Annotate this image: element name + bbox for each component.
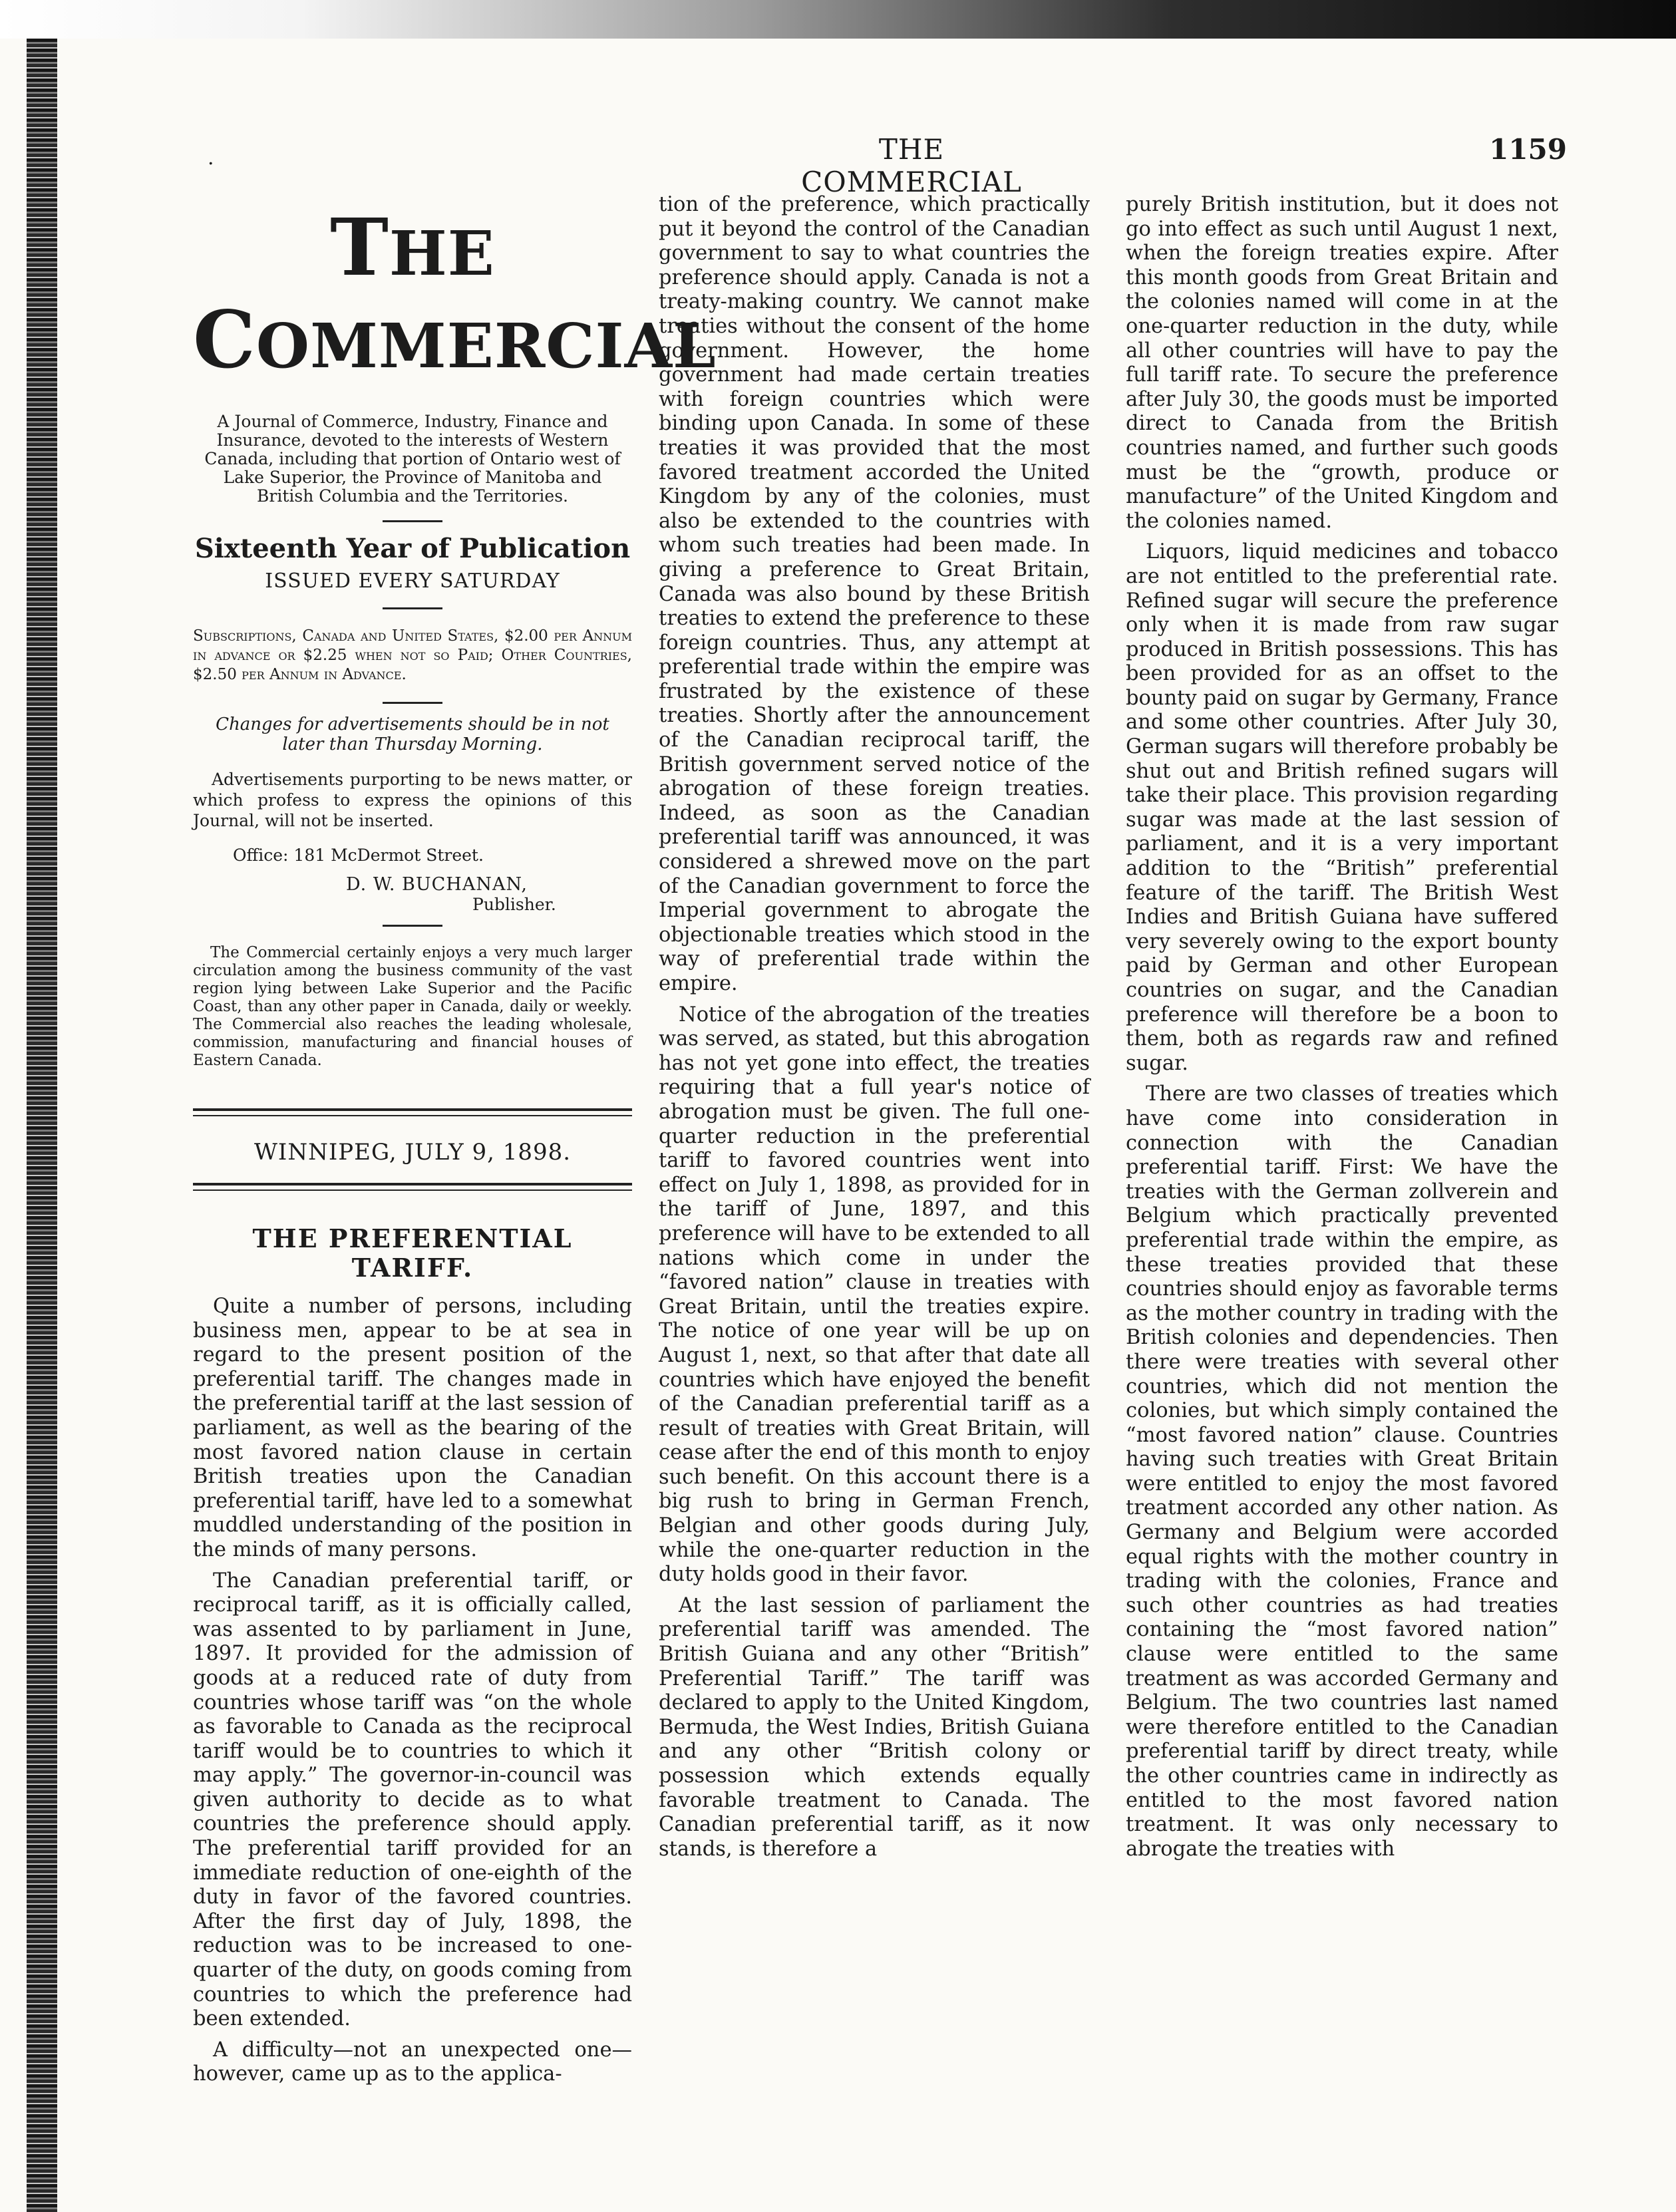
article-paragraph: The Canadian preferential tariff, or reciprocal tariff, as it is officially called, was assented to by parliament in June, 1897. It provided for the admission of goods at a reduced rate of duty from countries whose tariff was “on the whole as favorable to Canada as the reciprocal tariff would be to countries to which it may apply.” The governor-in-council was given authority to decide as to what countries the preference should apply. The preferential tariff provided for an immediate reduction of one-eighth of the duty in favor of the favored countries. After the first day of July, 1898, the reduction was to be increased to one-quarter of the duty, on goods coming from countries to which the preference had been extended. — [193, 1569, 632, 2031]
article-paragraph: A difficulty—not an unexpected one—however, came up as to the applica- — [193, 2038, 632, 2086]
changes-notice: Changes for advertisements should be in not later than Thursday Morning. — [216, 714, 609, 754]
advertisements-notice: Advertisements purporting to be news matter, or which profess to express the opinions of this Journal, will not be inserted. — [193, 770, 632, 830]
double-rule — [193, 1183, 632, 1191]
article-paragraph: At the last session of parliament the preferential tariff was amended. The British Guiana and any other “British” Preferential Tariff.” The tariff was declared to apply to the United Kingdom, Bermuda, the West Indies, British Guiana and any other “British colony or possession which extends equally favorable treatment to Canada. The Canadian preferential tariff, as it now stands, is therefore a — [659, 1593, 1090, 1861]
short-rule — [383, 702, 442, 704]
article-paragraph: tion of the preference, which practically put it beyond the control of the Canadian government to say to what countries the preference should apply. Canada is not a treaty-making country. We cannot make treaties without the consent of the home government. However, the home government had made certain treaties with foreign countries which were binding upon Canada. In some of these treaties it was provided that the most favored treatment accorded the United Kingdom by any of the colonies, must also be extended to the countries with whom such treaties had been made. In giving a preference to Great Britain, Canada was also bound by these British treaties to extend the preference to these foreign countries. Thus, any attempt at preferential trade within the empire was frustrated by the existence of these treaties. Shortly after the announcement of the Canadian reciprocal tariff, the British government served notice of the abrogation of these foreign treaties. Indeed, as soon as the Canadian preferential tariff was announced, it was considered a shrewed move on the part of the Canadian government to force the Imperial government to abrogate the objectionable treaties which stood in the way of preferential trade within the empire. — [659, 193, 1090, 995]
short-rule — [383, 925, 442, 927]
article-headline: THE PREFERENTIAL TARIFF. — [252, 1223, 573, 1283]
article-paragraph: Quite a number of persons, including business men, appear to be at sea in regard to the present position of the preferential tariff. The changes made in the preferential tariff at the last session of parliament, as well as the bearing of the most favored nation clause in certain British treaties upon the Canadian preferential tariff, have led to a somewhat muddled understanding of the position in the minds of many persons. — [193, 1295, 632, 1561]
article-paragraph: There are two classes of treaties which have come into consideration in connection with the Canadian preferential tariff. First: We have the treaties with the German zollverein and Belgium which practically prevented preferential trade within the empire, as these treaties provided that these countries should enjoy as favorable terms as the mother country in trading with the British colonies and dependencies. Then there were treaties with several other countries, which did not mention the colonies, but which simply contained the “most favored nation” clause. Countries having such treaties with Great Britain were entitled to enjoy the most favored treatment accorded any other nation. As Germany and Belgium were accorded equal rights with the mother country in trading with the colonies, France and such other countries as had treaties containing the “most favored nation” clause were entitled to the same treatment as was accorded Germany and Belgium. The two countries last named were therefore entitled to the Canadian preferential tariff by direct treaty, while the other countries came in indirectly as entitled to the most favored nation treatment. It was only necessary to abrogate the treaties with — [1126, 1082, 1558, 1861]
masthead-title: THE COMMERCIAL — [193, 201, 717, 386]
dateline: WINNIPEG, JULY 9, 1898. — [253, 1139, 572, 1166]
short-rule — [383, 520, 442, 522]
office-address: Office: 181 McDermot Street. — [233, 846, 484, 865]
publisher-name: D. W. BUCHANAN, — [346, 874, 528, 895]
page-top-edge — [0, 0, 1676, 39]
article-paragraph: Notice of the abrogation of the treaties was served, as stated, but this abrogation has not yet gone into effect, the treaties requiring that a full year's notice of abrogation must be given. The full one-quarter reduction in the preferential tariff to favored countries went into effect on July 1, 1898, as provided for in the tariff of June, 1897, and this preference will have to be extended to all nations which come in under the “favored nation” clause in treaties with Great Britain, until the treaties expire. The notice of one year will be up on August 1, next, so that after that date all countries which have enjoyed the benefit of the Canadian preferential tariff as a result of treaties with Great Britain, will cease after the end of this month to enjoy such benefit. On this account there is a big rush to bring in German French, Belgian and other goods during July, while the one-quarter reduction in the duty holds good in their favor. — [659, 1003, 1090, 1587]
journal-description: A Journal of Commerce, Industry, Finance and Insurance, devoted to the interests of Western Canada, including that portion of Ontario west of Lake Superior, the Province of Manitoba and British Columbia and the Territories. — [204, 412, 621, 506]
article-paragraph: Liquors, liquid medicines and tobacco are not entitled to the preferential rate. Refined sugar will secure the preference only when it is made from raw sugar produced in British possessions. This has been provided for as an offset to the bounty paid on sugar by Germany, France and some other countries. After July 30, German sugars will therefore probably be shut out and British refined sugars will take their place. This provision regarding sugar was made at the last session of parliament, and it is a very important addition to the “British” preferential feature of the tariff. The British West Indies and British Guiana have suffered very severely owing to the export bounty paid by German and other European countries on sugar, and the Canadian preference will therefore be a boon to them, both as regards raw and refined sugar. — [1126, 540, 1558, 1075]
double-rule — [193, 1108, 632, 1116]
page-number: 1159 — [1489, 133, 1567, 166]
page-binding-edge — [27, 39, 57, 2212]
issued-notice: ISSUED EVERY SATURDAY — [265, 569, 560, 593]
column-1 — [193, 193, 717, 2182]
subscription-rates: Subscriptions, Canada and United States, $2.00 per Annum in advance or $2.25 when not so Paid; Other Countries, $2.50 per Annum in Advance. — [193, 627, 632, 683]
header-dot: . — [208, 146, 214, 170]
column-3 — [1126, 193, 1558, 2182]
column-2 — [659, 193, 1090, 2182]
article-paragraph: purely British institution, but it does not go into effect as such until August 1 next, when the foreign treaties expire. After this month goods from Great Britain and the colonies named will come in at the one-quarter reduction in the duty, while all other countries will have to pay the full tariff rate. To secure the preference after July 30, the goods must be imported direct to Canada from the British countries named, and further such goods must be the “growth, produce or manufacture” of the United Kingdom and the colonies named. — [1126, 193, 1558, 533]
short-rule — [383, 607, 442, 609]
year-of-publication: Sixteenth Year of Publication — [194, 533, 631, 564]
circulation-notice: The Commercial certainly enjoys a very much larger circulation among the business community of the vast region lying between Lake Superior and the Pacific Coast, than any other paper in Canada, daily or weekly. The Commercial also reaches the leading wholesale, commission, manufacturing and financial houses of Eastern Canada. — [193, 944, 632, 1069]
publisher-title: Publisher. — [472, 895, 556, 914]
page-header — [0, 133, 1676, 198]
running-title: THE COMMERCIAL — [801, 133, 1022, 198]
